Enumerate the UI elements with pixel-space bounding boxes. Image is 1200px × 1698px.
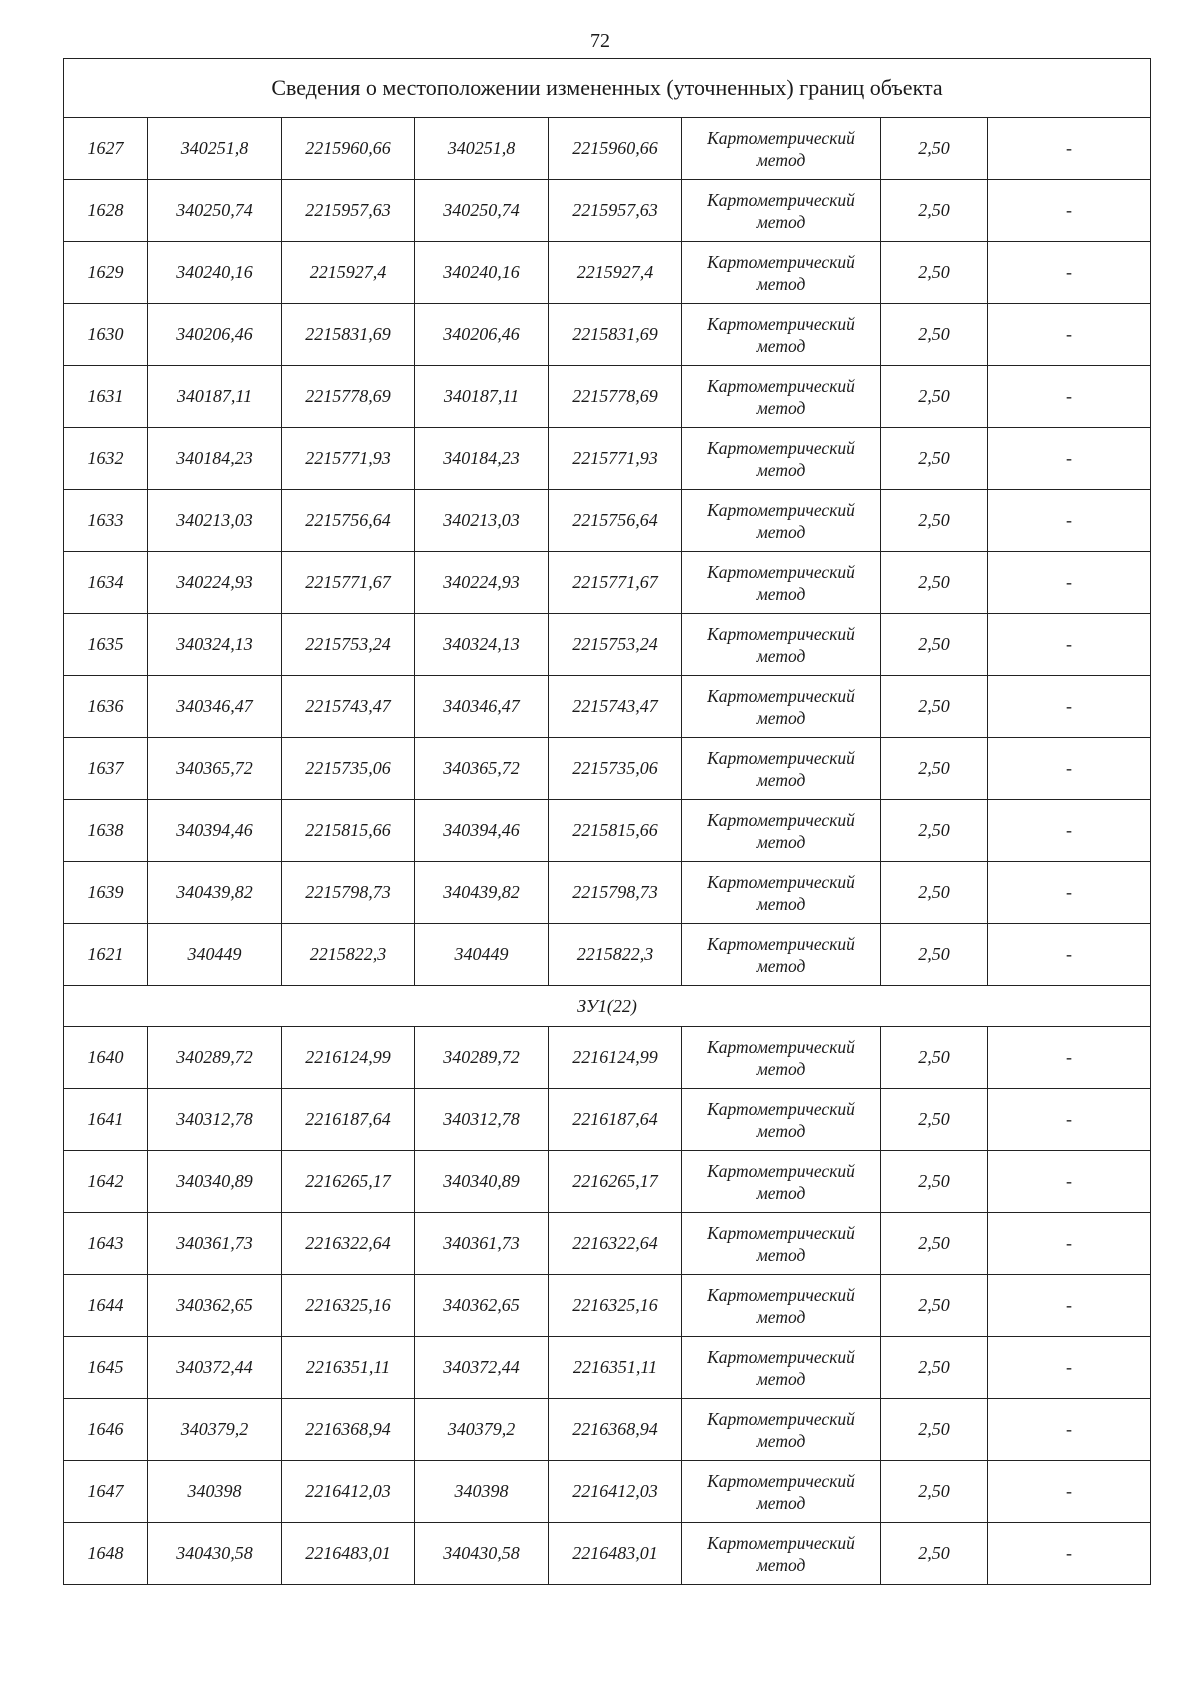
method-line-1: Картометрический (707, 313, 855, 334)
coordinates-table (63, 58, 1151, 1585)
method-line-1: Картометрический (707, 189, 855, 210)
method-line-1: Картометрический (707, 933, 855, 954)
y-existing-cell: 2216322,64 (282, 1213, 415, 1275)
note-cell: - (988, 924, 1151, 986)
y-existing-cell: 2216265,17 (282, 1151, 415, 1213)
x-existing-cell: 340213,03 (148, 490, 282, 552)
note-cell: - (988, 862, 1151, 924)
y-specified-cell: 2216265,17 (549, 1151, 682, 1213)
x-existing-cell: 340361,73 (148, 1213, 282, 1275)
x-specified-cell: 340430,58 (415, 1523, 549, 1585)
method-line-2: метод (756, 1244, 806, 1265)
accuracy-cell: 2,50 (881, 180, 988, 242)
method-line-2: метод (756, 335, 806, 356)
x-specified-cell: 340240,16 (415, 242, 549, 304)
table-row (64, 1523, 1151, 1585)
y-existing-cell: 2215798,73 (282, 862, 415, 924)
method-line-1: Картометрический (707, 251, 855, 272)
page-number: 72 (590, 30, 610, 52)
method-line-2: метод (756, 521, 806, 542)
x-specified-cell: 340394,46 (415, 800, 549, 862)
method-line-2: метод (756, 955, 806, 976)
point-id-cell: 1631 (64, 366, 148, 428)
table-row (64, 1275, 1151, 1337)
note-cell: - (988, 1151, 1151, 1213)
x-specified-cell: 340346,47 (415, 676, 549, 738)
method-line-2: метод (756, 1120, 806, 1141)
x-specified-cell: 340250,74 (415, 180, 549, 242)
x-specified-cell: 340449 (415, 924, 549, 986)
x-specified-cell: 340251,8 (415, 118, 549, 180)
accuracy-cell: 2,50 (881, 118, 988, 180)
method-line-2: метод (756, 149, 806, 170)
section-label: ЗУ1(22) (64, 986, 1151, 1027)
method-cell (682, 1275, 881, 1337)
method-line-1: Картометрический (707, 1470, 855, 1491)
point-id-cell: 1640 (64, 1027, 148, 1089)
y-existing-cell: 2216368,94 (282, 1399, 415, 1461)
method-line-1: Картометрический (707, 1036, 855, 1057)
x-existing-cell: 340362,65 (148, 1275, 282, 1337)
method-line-1: Картометрический (707, 747, 855, 768)
method-line-1: Картометрический (707, 1408, 855, 1429)
point-id-cell: 1648 (64, 1523, 148, 1585)
y-specified-cell: 2215831,69 (549, 304, 682, 366)
y-specified-cell: 2215798,73 (549, 862, 682, 924)
accuracy-cell: 2,50 (881, 428, 988, 490)
y-existing-cell: 2216412,03 (282, 1461, 415, 1523)
y-existing-cell: 2216483,01 (282, 1523, 415, 1585)
method-cell (682, 118, 881, 180)
section-row (64, 986, 1151, 1027)
point-id-cell: 1643 (64, 1213, 148, 1275)
method-cell (682, 180, 881, 242)
method-line-2: метод (756, 645, 806, 666)
method-line-1: Картометрический (707, 871, 855, 892)
note-cell: - (988, 366, 1151, 428)
point-id-cell: 1645 (64, 1337, 148, 1399)
x-existing-cell: 340430,58 (148, 1523, 282, 1585)
method-line-2: метод (756, 459, 806, 480)
x-existing-cell: 340187,11 (148, 366, 282, 428)
note-cell: - (988, 490, 1151, 552)
method-line-2: метод (756, 1492, 806, 1513)
table-row (64, 924, 1151, 986)
y-existing-cell: 2215743,47 (282, 676, 415, 738)
accuracy-cell: 2,50 (881, 490, 988, 552)
point-id-cell: 1630 (64, 304, 148, 366)
table-row (64, 1151, 1151, 1213)
x-existing-cell: 340251,8 (148, 118, 282, 180)
x-specified-cell: 340184,23 (415, 428, 549, 490)
table-row (64, 1337, 1151, 1399)
point-id-cell: 1629 (64, 242, 148, 304)
note-cell: - (988, 304, 1151, 366)
method-line-2: метод (756, 769, 806, 790)
table-row (64, 862, 1151, 924)
table-row (64, 1399, 1151, 1461)
y-specified-cell: 2215771,67 (549, 552, 682, 614)
method-cell (682, 614, 881, 676)
method-cell (682, 1461, 881, 1523)
y-specified-cell: 2216187,64 (549, 1089, 682, 1151)
note-cell: - (988, 614, 1151, 676)
accuracy-cell: 2,50 (881, 1213, 988, 1275)
point-id-cell: 1641 (64, 1089, 148, 1151)
method-line-2: метод (756, 893, 806, 914)
y-specified-cell: 2216124,99 (549, 1027, 682, 1089)
note-cell: - (988, 1089, 1151, 1151)
table-row (64, 614, 1151, 676)
point-id-cell: 1639 (64, 862, 148, 924)
y-specified-cell: 2215756,64 (549, 490, 682, 552)
y-specified-cell: 2216325,16 (549, 1275, 682, 1337)
y-specified-cell: 2215927,4 (549, 242, 682, 304)
accuracy-cell: 2,50 (881, 862, 988, 924)
point-id-cell: 1634 (64, 552, 148, 614)
x-existing-cell: 340449 (148, 924, 282, 986)
method-line-1: Картометрический (707, 1098, 855, 1119)
note-cell: - (988, 242, 1151, 304)
method-line-1: Картометрический (707, 685, 855, 706)
x-existing-cell: 340224,93 (148, 552, 282, 614)
accuracy-cell: 2,50 (881, 366, 988, 428)
method-cell (682, 552, 881, 614)
point-id-cell: 1642 (64, 1151, 148, 1213)
x-existing-cell: 340394,46 (148, 800, 282, 862)
point-id-cell: 1647 (64, 1461, 148, 1523)
point-id-cell: 1638 (64, 800, 148, 862)
method-line-1: Картометрический (707, 127, 855, 148)
y-specified-cell: 2216483,01 (549, 1523, 682, 1585)
x-existing-cell: 340312,78 (148, 1089, 282, 1151)
method-line-2: метод (756, 211, 806, 232)
y-specified-cell: 2216412,03 (549, 1461, 682, 1523)
x-existing-cell: 340346,47 (148, 676, 282, 738)
method-cell (682, 1523, 881, 1585)
method-line-1: Картометрический (707, 375, 855, 396)
accuracy-cell: 2,50 (881, 924, 988, 986)
accuracy-cell: 2,50 (881, 1399, 988, 1461)
table-row (64, 242, 1151, 304)
method-line-1: Картометрический (707, 1160, 855, 1181)
y-existing-cell: 2216351,11 (282, 1337, 415, 1399)
accuracy-cell: 2,50 (881, 1275, 988, 1337)
y-existing-cell: 2215771,67 (282, 552, 415, 614)
table-row (64, 552, 1151, 614)
method-line-2: метод (756, 831, 806, 852)
point-id-cell: 1635 (64, 614, 148, 676)
x-specified-cell: 340206,46 (415, 304, 549, 366)
table-row (64, 1461, 1151, 1523)
method-cell (682, 428, 881, 490)
y-existing-cell: 2215815,66 (282, 800, 415, 862)
table-title: Сведения о местоположении измененных (уточненных) границ объекта (64, 59, 1151, 118)
x-specified-cell: 340362,65 (415, 1275, 549, 1337)
method-line-1: Картометрический (707, 809, 855, 830)
method-line-2: метод (756, 397, 806, 418)
x-specified-cell: 340213,03 (415, 490, 549, 552)
y-existing-cell: 2215831,69 (282, 304, 415, 366)
method-line-1: Картометрический (707, 1346, 855, 1367)
method-line-2: метод (756, 1058, 806, 1079)
y-specified-cell: 2215778,69 (549, 366, 682, 428)
method-line-2: метод (756, 1182, 806, 1203)
method-cell (682, 1337, 881, 1399)
y-existing-cell: 2215771,93 (282, 428, 415, 490)
x-specified-cell: 340439,82 (415, 862, 549, 924)
method-cell (682, 800, 881, 862)
y-existing-cell: 2215756,64 (282, 490, 415, 552)
y-existing-cell: 2215778,69 (282, 366, 415, 428)
x-specified-cell: 340372,44 (415, 1337, 549, 1399)
table-row (64, 304, 1151, 366)
y-existing-cell: 2215927,4 (282, 242, 415, 304)
method-cell (682, 1089, 881, 1151)
table-row (64, 490, 1151, 552)
method-line-1: Картометрический (707, 623, 855, 644)
note-cell: - (988, 738, 1151, 800)
x-existing-cell: 340250,74 (148, 180, 282, 242)
accuracy-cell: 2,50 (881, 552, 988, 614)
note-cell: - (988, 118, 1151, 180)
x-specified-cell: 340398 (415, 1461, 549, 1523)
accuracy-cell: 2,50 (881, 242, 988, 304)
method-line-2: метод (756, 273, 806, 294)
method-cell (682, 1399, 881, 1461)
y-specified-cell: 2216322,64 (549, 1213, 682, 1275)
method-cell (682, 1151, 881, 1213)
table-row (64, 118, 1151, 180)
note-cell: - (988, 1275, 1151, 1337)
accuracy-cell: 2,50 (881, 1337, 988, 1399)
note-cell: - (988, 800, 1151, 862)
y-existing-cell: 2215957,63 (282, 180, 415, 242)
x-specified-cell: 340312,78 (415, 1089, 549, 1151)
method-cell (682, 1027, 881, 1089)
y-existing-cell: 2215753,24 (282, 614, 415, 676)
method-cell (682, 304, 881, 366)
method-cell (682, 676, 881, 738)
table-row (64, 1027, 1151, 1089)
accuracy-cell: 2,50 (881, 304, 988, 366)
method-line-2: метод (756, 583, 806, 604)
y-specified-cell: 2215957,63 (549, 180, 682, 242)
method-line-2: метод (756, 1368, 806, 1389)
x-existing-cell: 340184,23 (148, 428, 282, 490)
accuracy-cell: 2,50 (881, 614, 988, 676)
method-cell (682, 738, 881, 800)
y-specified-cell: 2215735,06 (549, 738, 682, 800)
table-row (64, 366, 1151, 428)
point-id-cell: 1628 (64, 180, 148, 242)
y-specified-cell: 2215753,24 (549, 614, 682, 676)
method-line-1: Картометрический (707, 437, 855, 458)
method-line-1: Картометрический (707, 1532, 855, 1553)
x-existing-cell: 340289,72 (148, 1027, 282, 1089)
method-cell (682, 366, 881, 428)
y-specified-cell: 2216368,94 (549, 1399, 682, 1461)
accuracy-cell: 2,50 (881, 1461, 988, 1523)
table-row (64, 738, 1151, 800)
x-existing-cell: 340372,44 (148, 1337, 282, 1399)
x-existing-cell: 340398 (148, 1461, 282, 1523)
note-cell: - (988, 1461, 1151, 1523)
table-body (64, 59, 1151, 1585)
point-id-cell: 1644 (64, 1275, 148, 1337)
method-line-2: метод (756, 707, 806, 728)
note-cell: - (988, 676, 1151, 738)
method-cell (682, 862, 881, 924)
table-row (64, 676, 1151, 738)
y-specified-cell: 2215815,66 (549, 800, 682, 862)
accuracy-cell: 2,50 (881, 1027, 988, 1089)
note-cell: - (988, 428, 1151, 490)
x-existing-cell: 340340,89 (148, 1151, 282, 1213)
point-id-cell: 1646 (64, 1399, 148, 1461)
table-header-row (64, 59, 1151, 118)
x-specified-cell: 340361,73 (415, 1213, 549, 1275)
method-line-2: метод (756, 1430, 806, 1451)
x-existing-cell: 340365,72 (148, 738, 282, 800)
point-id-cell: 1633 (64, 490, 148, 552)
x-existing-cell: 340240,16 (148, 242, 282, 304)
table-row (64, 1089, 1151, 1151)
x-specified-cell: 340379,2 (415, 1399, 549, 1461)
x-existing-cell: 340379,2 (148, 1399, 282, 1461)
method-cell (682, 924, 881, 986)
y-specified-cell: 2216351,11 (549, 1337, 682, 1399)
point-id-cell: 1637 (64, 738, 148, 800)
y-existing-cell: 2215735,06 (282, 738, 415, 800)
y-specified-cell: 2215960,66 (549, 118, 682, 180)
method-cell (682, 490, 881, 552)
y-existing-cell: 2216187,64 (282, 1089, 415, 1151)
table-row (64, 1213, 1151, 1275)
table-row (64, 428, 1151, 490)
accuracy-cell: 2,50 (881, 676, 988, 738)
point-id-cell: 1627 (64, 118, 148, 180)
y-specified-cell: 2215743,47 (549, 676, 682, 738)
accuracy-cell: 2,50 (881, 800, 988, 862)
y-specified-cell: 2215771,93 (549, 428, 682, 490)
point-id-cell: 1636 (64, 676, 148, 738)
x-existing-cell: 340324,13 (148, 614, 282, 676)
method-line-1: Картометрический (707, 1284, 855, 1305)
y-specified-cell: 2215822,3 (549, 924, 682, 986)
note-cell: - (988, 1213, 1151, 1275)
method-line-1: Картометрический (707, 561, 855, 582)
note-cell: - (988, 180, 1151, 242)
y-existing-cell: 2215822,3 (282, 924, 415, 986)
accuracy-cell: 2,50 (881, 1089, 988, 1151)
accuracy-cell: 2,50 (881, 1523, 988, 1585)
x-specified-cell: 340324,13 (415, 614, 549, 676)
accuracy-cell: 2,50 (881, 1151, 988, 1213)
method-line-2: метод (756, 1306, 806, 1327)
x-existing-cell: 340206,46 (148, 304, 282, 366)
note-cell: - (988, 1523, 1151, 1585)
method-line-2: метод (756, 1554, 806, 1575)
y-existing-cell: 2215960,66 (282, 118, 415, 180)
table-row (64, 180, 1151, 242)
note-cell: - (988, 1337, 1151, 1399)
note-cell: - (988, 1399, 1151, 1461)
accuracy-cell: 2,50 (881, 738, 988, 800)
x-specified-cell: 340224,93 (415, 552, 549, 614)
method-line-1: Картометрический (707, 499, 855, 520)
y-existing-cell: 2216325,16 (282, 1275, 415, 1337)
note-cell: - (988, 1027, 1151, 1089)
method-cell (682, 1213, 881, 1275)
y-existing-cell: 2216124,99 (282, 1027, 415, 1089)
x-existing-cell: 340439,82 (148, 862, 282, 924)
point-id-cell: 1632 (64, 428, 148, 490)
method-cell (682, 242, 881, 304)
x-specified-cell: 340365,72 (415, 738, 549, 800)
point-id-cell: 1621 (64, 924, 148, 986)
x-specified-cell: 340289,72 (415, 1027, 549, 1089)
table-row (64, 800, 1151, 862)
method-line-1: Картометрический (707, 1222, 855, 1243)
x-specified-cell: 340340,89 (415, 1151, 549, 1213)
note-cell: - (988, 552, 1151, 614)
x-specified-cell: 340187,11 (415, 366, 549, 428)
